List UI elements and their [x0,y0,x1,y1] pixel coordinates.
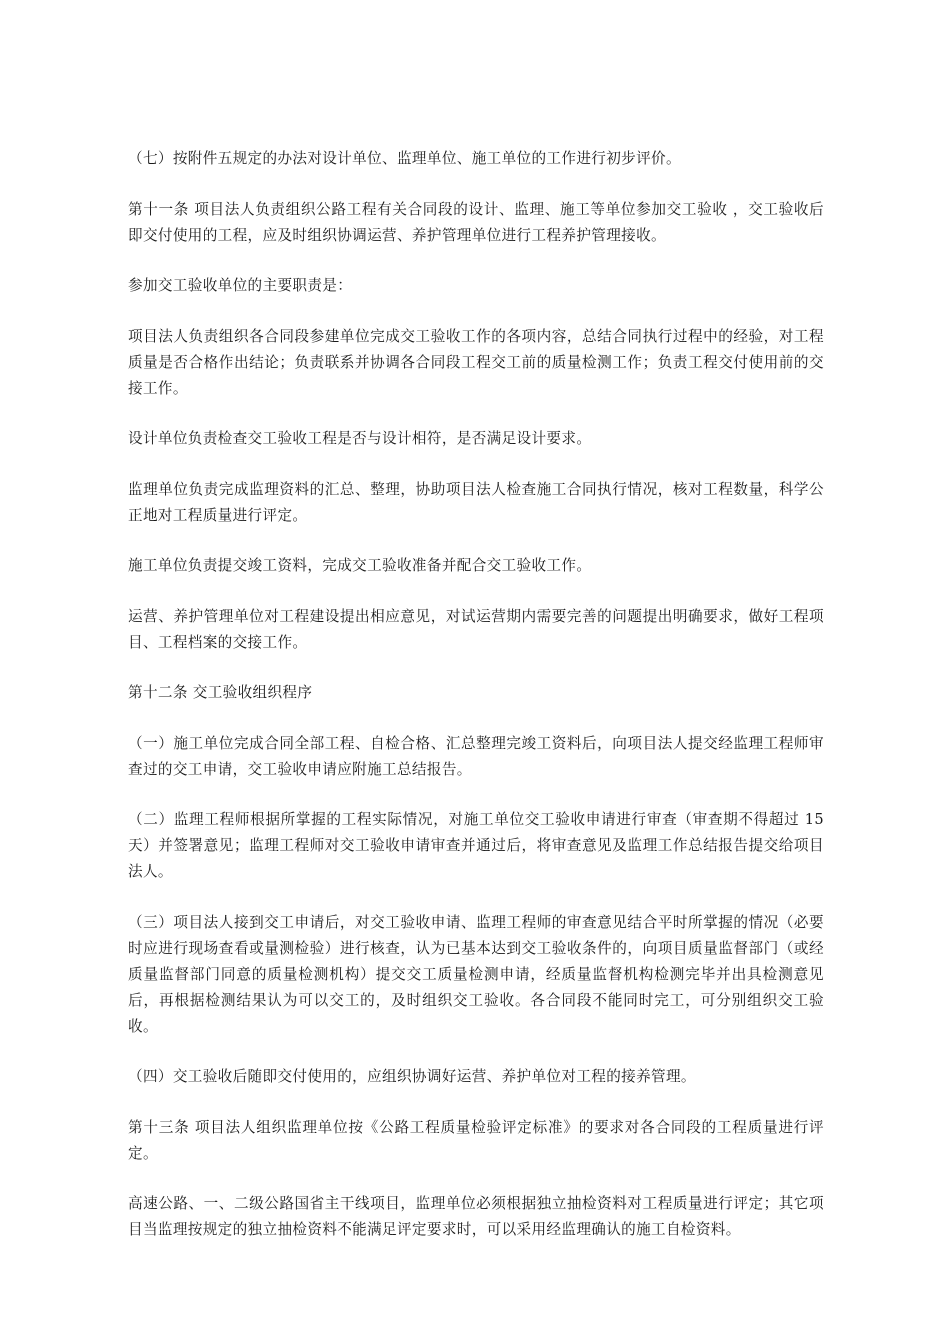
paragraph-construction-unit-duties: 施工单位负责提交竣工资料，完成交工验收准备并配合交工验收工作。 [128,557,592,574]
paragraph-article-13: 第十三条 项目法人组织监理单位按《公路工程质量检验评定标准》的要求对各合同段的工程质量进行评定。 [128,1118,824,1162]
paragraph-procedure-3: （三）项目法人接到交工申请后，对交工验收申请、监理工程师的审查意见结合平时所掌握的情况（必要时应进行现场查看或量测检验）进行核查，认为已基本达到交工验收条件的，向项目质量监督部门（或经质量监督部门同意的质量检测机构）提交交工质量检测申请，经质量监督机构检测完毕并出具检测意见后，再根据检测结果认为可以交工的，及时组织交工验收。各合同段不能同时完工，可分别组织交工验收。 [128,913,824,1035]
paragraph-procedure-2: （二）监理工程师根据所掌握的工程实际情况，对施工单位交工验收申请进行审查（审查期不得超过 15 天）并签署意见；监理工程师对交工验收申请审查并通过后，将审查意见及监理工作总结报告提交给项目法人。 [128,811,824,880]
paragraph-item-7-evaluation: （七）按附件五规定的办法对设计单位、监理单位、施工单位的工作进行初步评价。 [128,150,681,167]
document-body [128,146,824,1268]
paragraph-procedure-1: （一）施工单位完成合同全部工程、自检合格、汇总整理完竣工资料后，向项目法人提交经监理工程师审查过的交工申请，交工验收申请应附施工总结报告。 [128,734,824,778]
paragraph-supervision-unit-duties: 监理单位负责完成监理资料的汇总、整理，协助项目法人检查施工合同执行情况，核对工程数量，科学公正地对工程质量进行评定。 [128,480,824,524]
paragraph-article-11: 第十一条 项目法人负责组织公路工程有关合同段的设计、监理、施工等单位参加交工验收 ，交工验收后即交付使用的工程，应及时组织协调运营、养护管理单位进行工程养护管理接收。 [128,200,824,244]
paragraph-article-12: 第十二条 交工验收组织程序 [128,684,313,701]
paragraph-highway-evaluation: 高速公路、一、二级公路国省主干线项目，监理单位必须根据独立抽检资料对工程质量进行评定；其它项目当监理按规定的独立抽检资料不能满足评定要求时，可以采用经监理确认的施工自检资料。 [128,1195,824,1238]
paragraph-duties-heading: 参加交工验收单位的主要职责是： [128,277,353,294]
paragraph-operation-unit-duties: 运营、养护管理单位对工程建设提出相应意见，对试运营期内需要完善的问题提出明确要求，做好工程项目、工程档案的交接工作。 [128,607,824,651]
paragraph-procedure-4: （四）交工验收后随即交付使用的，应组织协调好运营、养护单位对工程的接养管理。 [128,1068,696,1085]
paragraph-project-owner-duties: 项目法人负责组织各合同段参建单位完成交工验收工作的各项内容，总结合同执行过程中的经验，对工程质量是否合格作出结论；负责联系并协调各合同段工程交工前的质量检测工作；负责工程交付使用前的交接工作。 [128,327,824,397]
paragraph-design-unit-duties: 设计单位负责检查交工验收工程是否与设计相符，是否满足设计要求。 [128,430,592,447]
